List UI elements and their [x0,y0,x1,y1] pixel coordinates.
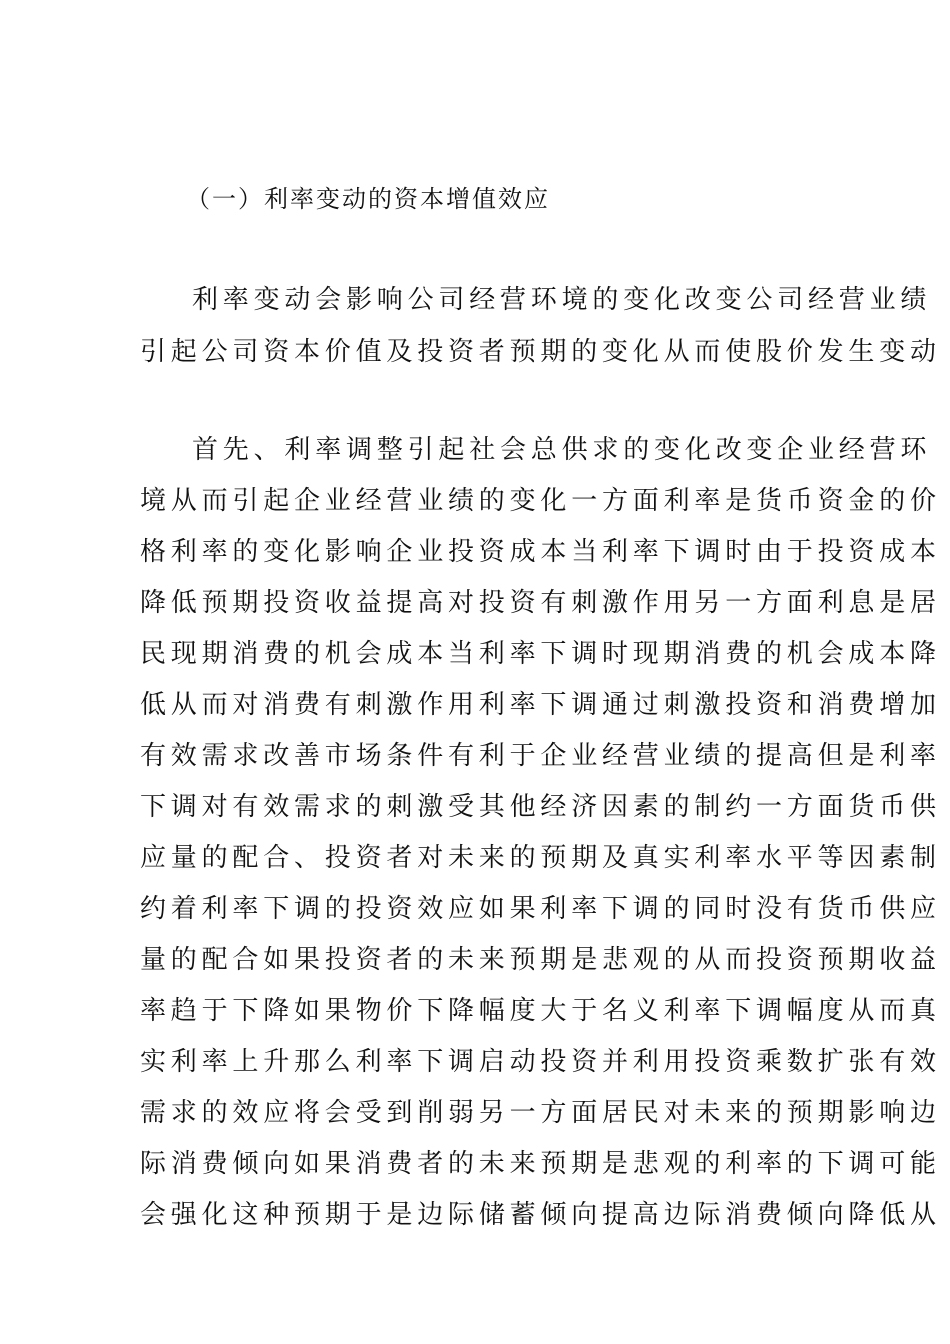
text-line: 有效需求改善市场条件有利于企业经营业绩的提高但是利率 [140,741,941,771]
text-line: 量的配合如果投资者的未来预期是悲观的从而投资预期收益 [140,945,941,975]
text-line: 约着利率下调的投资效应如果利率下调的同时没有货币供应 [140,894,941,924]
text-line: 格利率的变化影响企业投资成本当利率下调时由于投资成本 [140,537,941,567]
text-line: 首先、利率调整引起社会总供求的变化改变企业经营环 [192,435,932,465]
text-line: 实利率上升那么利率下调启动投资并利用投资乘数扩张有效 [140,1047,941,1077]
text-line: 率趋于下降如果物价下降幅度大于名义利率下调幅度从而真 [140,996,941,1026]
text-line: 境从而引起企业经营业绩的变化一方面利率是货币资金的价 [140,486,941,516]
text-line: 引起公司资本价值及投资者预期的变化从而使股价发生变动 [140,337,941,367]
text-line: 会强化这种预期于是边际储蓄倾向提高边际消费倾向降低从 [140,1200,941,1230]
text-line: 降低预期投资收益提高对投资有刺激作用另一方面利息是居 [140,588,941,618]
section-heading: （一）利率变动的资本增值效应 [186,185,550,213]
text-line: 下调对有效需求的刺激受其他经济因素的制约一方面货币供 [140,792,941,822]
text-line: 应量的配合、投资者对未来的预期及真实利率水平等因素制 [140,843,941,873]
text-line: 利率变动会影响公司经营环境的变化改变公司经营业绩 [192,285,932,315]
text-line: 际消费倾向如果消费者的未来预期是悲观的利率的下调可能 [140,1149,941,1179]
text-line: 需求的效应将会受到削弱另一方面居民对未来的预期影响边 [140,1098,941,1128]
text-line: 民现期消费的机会成本当利率下调时现期消费的机会成本降 [140,639,941,669]
text-line: 低从而对消费有刺激作用利率下调通过刺激投资和消费增加 [140,690,941,720]
